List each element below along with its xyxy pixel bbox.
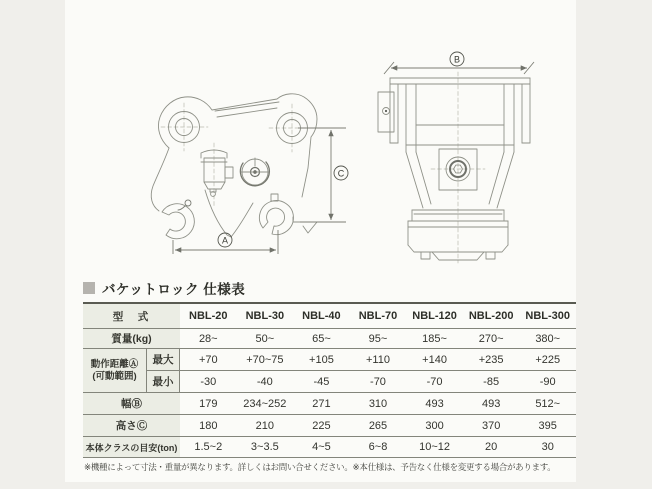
spec-cell: 493	[406, 393, 463, 415]
catalog-page	[65, 0, 576, 489]
spec-cell: +110	[350, 349, 407, 371]
spec-cell: 210	[237, 415, 294, 437]
spec-cell: -70	[350, 371, 407, 393]
spec-cell: -85	[463, 371, 520, 393]
spec-cell: 3~3.5	[237, 437, 294, 458]
sub-label-max: 最大	[147, 349, 180, 371]
spec-cell: 65~	[293, 329, 350, 349]
spec-cell: +70	[180, 349, 237, 371]
sub-label-min: 最小	[147, 371, 180, 393]
spec-cell: 4~5	[293, 437, 350, 458]
row-label-stroke-line2: (可動範囲)	[92, 370, 137, 382]
spec-cell: 225	[293, 415, 350, 437]
spec-cell: 20	[463, 437, 520, 458]
spec-cell: 6~8	[350, 437, 407, 458]
dim-label-b: B	[453, 54, 461, 65]
spec-cell: 271	[293, 393, 350, 415]
model-header: NBL-30	[237, 304, 294, 329]
spec-cell: 185~	[406, 329, 463, 349]
spec-cell: 28~	[180, 329, 237, 349]
header-model-label: 型 式	[83, 304, 180, 329]
footnote: ※機種によって寸法・重量が異なります。詳しくはお問い合せください。※本仕様は、予告なく仕様を変更する場合があります。	[84, 462, 556, 472]
spec-cell: -30	[180, 371, 237, 393]
spec-cell: -70	[406, 371, 463, 393]
bottom-margin-strip	[0, 482, 652, 489]
spec-table	[83, 302, 576, 458]
spec-cell: 265	[350, 415, 407, 437]
spec-cell: 310	[350, 393, 407, 415]
technical-drawings	[65, 0, 576, 274]
model-header: NBL-200	[463, 304, 520, 329]
section-bullet-square	[83, 282, 95, 294]
spec-cell: 493	[463, 393, 520, 415]
model-header: NBL-300	[519, 304, 576, 329]
row-label-stroke	[83, 349, 147, 393]
dim-label-a: A	[221, 235, 229, 246]
spec-cell: +70~75	[237, 349, 294, 371]
spec-cell: +235	[463, 349, 520, 371]
spec-cell: +140	[406, 349, 463, 371]
spec-cell: 512~	[519, 393, 576, 415]
row-label-mass: 質量(kg)	[83, 329, 180, 349]
spec-cell: +105	[293, 349, 350, 371]
spec-cell: 370	[463, 415, 520, 437]
row-label-stroke-line1: 動作距離Ⓐ	[90, 359, 139, 371]
spec-cell: 179	[180, 393, 237, 415]
spec-cell: 380~	[519, 329, 576, 349]
spec-cell: 234~252	[237, 393, 294, 415]
row-label-height: 高さⒸ	[83, 415, 180, 437]
section-title: バケットロック 仕様表	[102, 282, 246, 297]
spec-cell: -45	[293, 371, 350, 393]
row-label-width: 幅Ⓑ	[83, 393, 180, 415]
section-title-row	[83, 279, 245, 297]
model-header: NBL-120	[406, 304, 463, 329]
spec-cell: -90	[519, 371, 576, 393]
spec-cell: 10~12	[406, 437, 463, 458]
side-view-drawing	[151, 94, 319, 239]
row-label-body-class: 本体クラスの目安(ton)	[83, 437, 180, 458]
dim-label-c: C	[337, 168, 345, 179]
spec-cell: 300	[406, 415, 463, 437]
spec-cell: 30	[519, 437, 576, 458]
spec-cell: 270~	[463, 329, 520, 349]
spec-cell: 50~	[237, 329, 294, 349]
spec-cell: 180	[180, 415, 237, 437]
spec-cell: +225	[519, 349, 576, 371]
front-view-drawing	[378, 72, 530, 263]
spec-cell: 95~	[350, 329, 407, 349]
spec-cell: 1.5~2	[180, 437, 237, 458]
spec-cell: -40	[237, 371, 294, 393]
spec-cell: 395	[519, 415, 576, 437]
model-header: NBL-40	[293, 304, 350, 329]
model-header: NBL-70	[350, 304, 407, 329]
model-header: NBL-20	[180, 304, 237, 329]
